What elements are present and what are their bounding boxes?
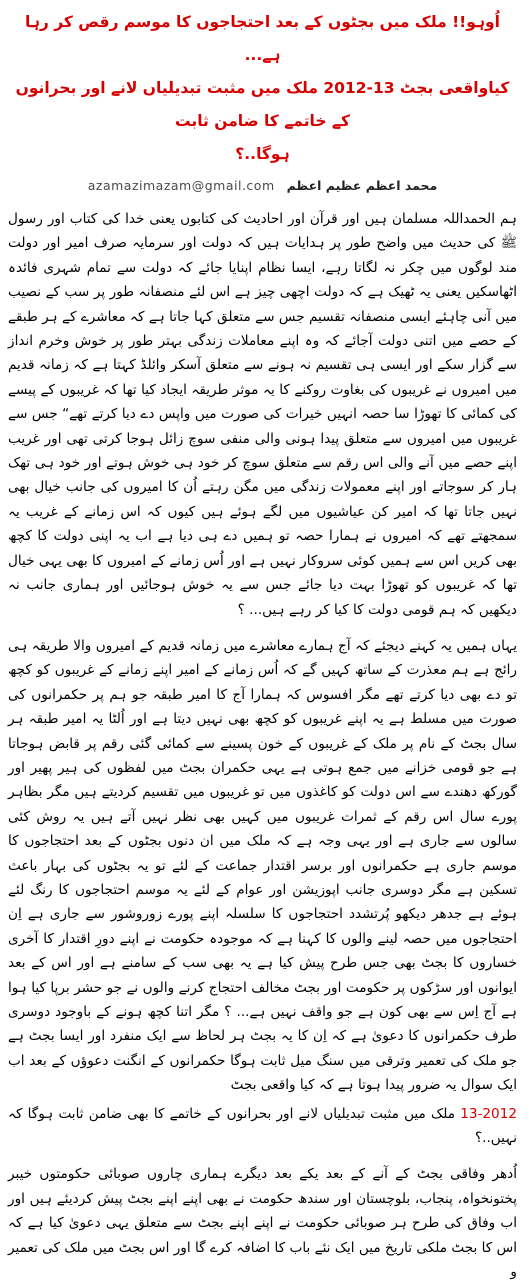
title-line-3: ہوگا..؟ bbox=[235, 145, 290, 163]
article-body bbox=[8, 207, 517, 1284]
title-line-2: کیاواقعی بجٹ 13-2012 ملک میں مثبت تبدیلیاں لانے اور بحرانوں کے خاتمے کا ضامن ثابت bbox=[15, 79, 510, 130]
byline bbox=[8, 175, 517, 197]
title-line-1: اُوہو!! ملک میں بجٹوں کے بعد احتجاجوں کا موسم رقص کر رہا ہے... bbox=[25, 13, 500, 64]
article-title bbox=[8, 6, 517, 171]
paragraph-3 bbox=[8, 1102, 517, 1151]
author-name: محمد اعظم عظیم اعظم bbox=[286, 178, 438, 193]
paragraph-4: اُدھر وفاقی بجٹ کے آنے کے بعد یکے بعد دیگرے ہماری چاروں صوبائی حکومتوں خیبر پختونخواہ، پنجاب، بلوچستان اور سندھ حکومت نے بھی اپنے اپنے بجٹ پیش کردیئے ہیں اور اب وفاق کی طرح ہر صوبائی حکومت نے اپنے اپنے بجٹ سے متعلق یہی دعویٰ کیا ہے کہ اس کا بجٹ ملکی تاریخ میں ایک نئے باب کا اضافہ کرے گا اور اس بجٹ میں ملک کی تعمیر و bbox=[8, 1166, 517, 1281]
paragraph-1: ہم الحمداللہ مسلمان ہیں اور قرآن اور احادیث کی کتابوں یعنی خدا کی کتاب اور رسول ﷺ کی حدیث میں واضح طور پر ہدایات ہیں کہ دولت اور سرمایہ صرف امیر اور دولت مند لوگوں میں چکر نہ لگاتا رہے، ایسا نظام اپنایا جائے کہ دولت سے تمام شہری فائدہ اٹھاسکیں یعنی یہ ٹھیک ہے کہ دولت اچھی چیز ہے اس لئے منصفانہ طور پر سب کے نصیب میں آنی چاہئے ایسی منصفانہ تقسیم جس سے متعلق کہا جاتا ہے کہ معاشرے کے ہر طبقے کے حصے میں اتنی دولت آجائے کہ وہ اپنے معاملات زندگی بہتر طور پر خوش وخرم انداز سے گزار سکے اور ایسی ہی تقسیم نہ ہونے سے متعلق آسکر وائلڈ کہتا ہے کہ زمانہ قدیم میں امیروں نے غریبوں کی بغاوت روکنے کا یہ موثر طریقہ ایجاد کیا تھا کہ غریبوں کے پیسے کی کمائی کا تھوڑا سا حصہ انہیں خیرات کی صورت میں واپس دے دیا کرتے تھے“ جس سے غریبوں میں امیروں سے متعلق پیدا ہونی والی منفی سوچ زائل ہوجا کرتی تھی اور غریب اپنے حصے میں آنے والی اس رقم سے متعلق سوچ کر خود ہی خوش ہوتے اور خود ہی تھک ہار کر سوجاتے اور اپنے معمولات زندگی میں مگن رہتے اُن کا امیروں کی جانب خیال بھی نہیں جاتا تھا کہ امیر کن عیاشیوں میں لگے ہوئے ہیں کیوں کہ اس زمانے کے غریب یہ سمجھتے تھے کہ امیروں نے ہمارا حصہ تو ہمیں دے ہی دیا ہے اب یہ اپنی دولت کا کچھ بھی کریں اس سے ہمیں کوئی سروکار نہیں ہے اور اُس زمانے کے امیروں کا بھی یہی خیال تھا کہ غریبوں کو تھوڑا بہت دیا جائے جس سے یہ خوش ہوجائیں اور ہماری جانب نہ دیکھیں کہ ہم قومی دولت کا کیا کر رہے ہیں... ؟ bbox=[8, 211, 517, 618]
paragraph-3-text: ملک میں مثبت تبدیلیاں لانے اور بحرانوں کے خاتمے کا بھی ضامن ثابت ہوگا کہ نہیں..؟ bbox=[8, 1105, 517, 1147]
paragraph-2: یہاں ہمیں یہ کہنے دیجئے کہ آج ہمارے معاشرے میں زمانہ قدیم کے امیروں والا طریقہ ہی رائج ہے ہم معذرت کے ساتھ کہیں گے کہ اُس زمانے کے امیر اپنے زمانے کے غریبوں کو کچھ تو دے بھی دیا کرتے تھے مگر افسوس کہ ہمارا آج کا امیر طبقہ جو ہم پر حکمرانوں کی صورت میں مسلط ہے یہ اپنے غریبوں کو کچھ بھی نہیں دیتا ہے اور اُلٹا یہ امیر طبقہ ہر سال بجٹ کے نام پر ملک کے غریبوں کے خون پسینے سے کمائی گئی رقم پر قابض ہوجاتا ہے جو قومی خزانے میں جمع ہوتی ہے یہی حکمران بجٹ میں لفظوں کی ہیر پھیر اور گورکھ دھندے سے اس دولت کو کاغذوں میں تو غریبوں میں تقسیم کردیتے ہیں مگر بظاہر پورے سال اس رقم کے ثمرات غریبوں میں کہیں بھی نظر نہیں آتے ہیں یہ روش کئی سالوں سے جاری ہے اور یہی وجہ ہے کہ ملک میں ان دنوں بجٹوں کے بعد احتجاجوں کا موسم جاری ہے حکمرانوں اور برسر اقتدار جماعت کے لئے تو یہ بجٹوں کی بہار باعث تسکین ہے مگر دوسری جانب اپوزیشن اور عوام کے لئے یہ موسم احتجاجوں کا رنگ لئے ہوئے ہے جدھر دیکھو پُرتشدد احتجاجوں کا سلسلہ اپنے پورے زوروشور سے جاری ہے اِن احتجاجوں میں حصہ لینے والوں کا کہنا ہے کہ موجودہ حکومت نے اپنے دورِ اقتدار کا آخری خساروں کا بجٹ بھی جس طرح پیش کیا ہے یہ بھی سب کے سامنے ہے اور اس کے بعد ایوانوں اور سڑکوں پر حکومت اور بجٹ مخالف احتجاج کرنے والوں نے جو حشر برپا کیا ہوا ہے آج اِس سے بھی کون ہے جو واقف نہیں ہے... ؟ مگر اتنا کچھ ہونے کے باوجود دوسری طرف حکمرانوں کا دعویٰ ہے کہ اِن کا یہ بجٹ ہر لحاظ سے ایک منفرد اور ایسا بجٹ ہے جو ملک کی تعمیر وترقی میں سنگ میل ثابت ہوگا حکمرانوں کے انگنت دعوؤں کے بعد اب ایک سوال یہ ضرور پیدا ہوتا ہے کہ کیا واقعی بجٹ bbox=[8, 637, 517, 1094]
budget-year-highlight: 13-2012 bbox=[460, 1105, 518, 1122]
author-email[interactable]: azamazimazam@gmail.com bbox=[87, 178, 275, 193]
